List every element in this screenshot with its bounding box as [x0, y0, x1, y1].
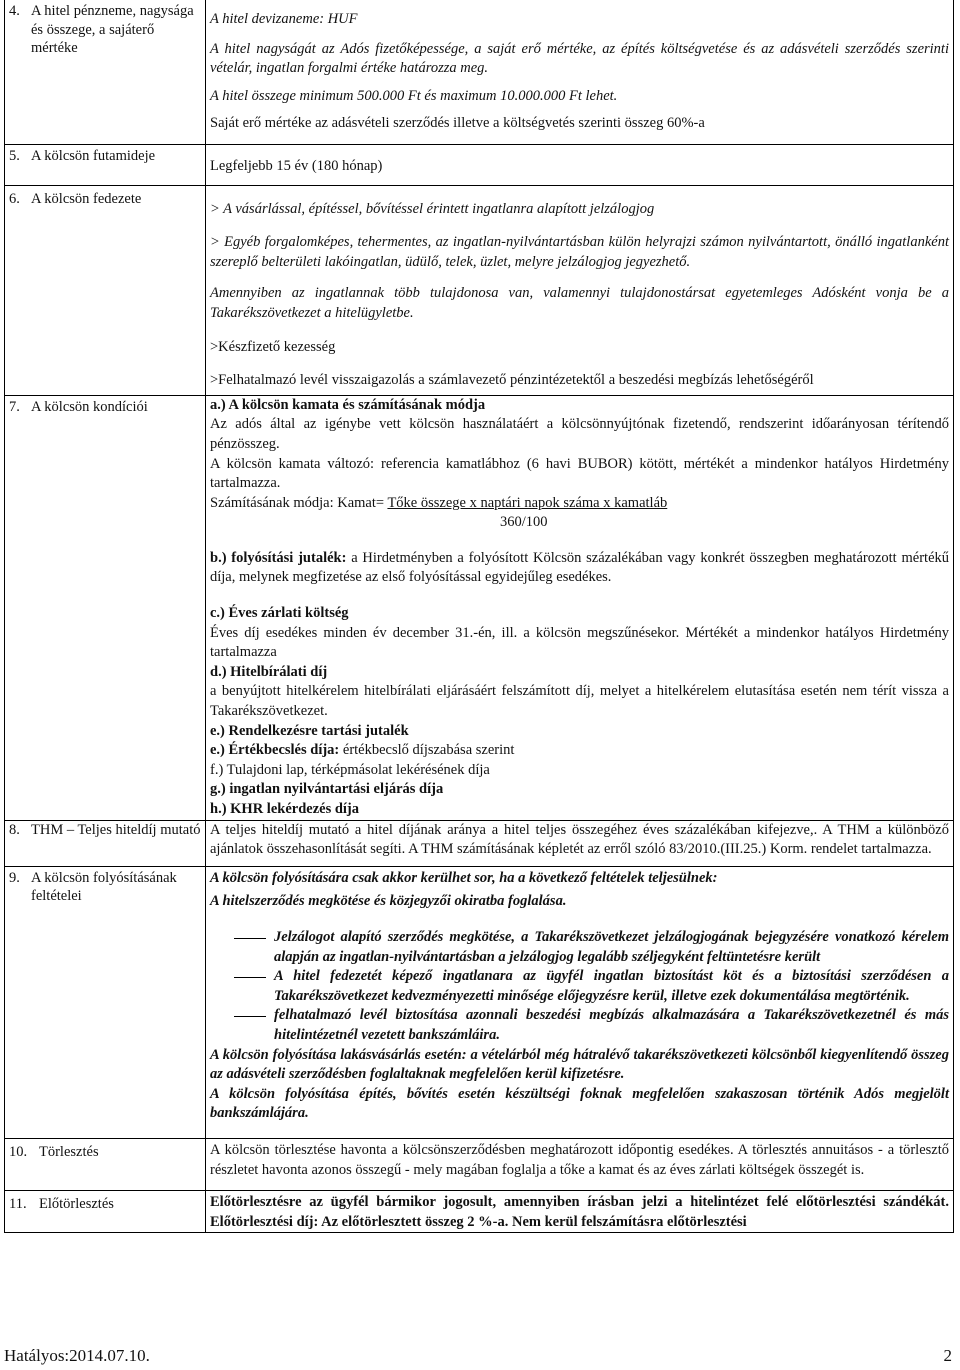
row-content [206, 866, 954, 1138]
row-content [206, 395, 954, 820]
term-text: Legfeljebb 15 év (180 hónap) [210, 157, 383, 174]
table-row [5, 1191, 954, 1233]
table-row [5, 185, 954, 395]
row-label [5, 144, 206, 185]
disbursement-fee [210, 549, 949, 588]
valuation-fee-heading: e.) Értékbecslés díja: [210, 742, 340, 759]
row-number: 8. [9, 821, 20, 838]
construction-disbursement: A kölcsön folyósítása építés, bővítés esetén készültségi foknak megfelelően szakaszosan történik Adós megjelölt bankszámlájára. [210, 1085, 949, 1122]
own-contribution-text: Saját erő mértéke az adásvételi szerződés illetve a költségvetés szerinti összeg 60%-a [210, 115, 705, 132]
row-number: 5. [9, 147, 20, 164]
row-content [206, 1191, 954, 1233]
assessment-fee-text: a benyújtott hitelkérelem hitelbírálati eljárásáért felszámított díj, melyet a hitelkérelem elutasítása esetén nem térít vissza a Takarékszövetkezet. [210, 683, 949, 720]
prepayment-text: Előtörlesztésre az ügyfél bármikor jogosult, amennyiben írásban jelzi a hitelintézet felé előtörlesztési szándékát. Előtörlesztési díj: Az előtörlesztett összeg 2 %-a. Nem kerül felszámításra előtörlesztési [210, 1194, 949, 1230]
list-item [210, 967, 949, 1006]
annual-fee-text: Éves díj esedékes minden év december 31.-én, ill. a kölcsön megszűnésekor. Mértékét a mindenkor hatályos Hirdetmény tartalmazza [210, 624, 949, 661]
contract-notarization: A hitelszerződés megkötése és közjegyzői okiratba foglalása. [210, 893, 567, 910]
registry-procedure-fee: g.) ingatlan nyilvántartási eljárás díja [210, 781, 444, 798]
row-label [5, 1191, 206, 1233]
row-label-text: A hitel pénzneme, nagysága és összege, a sajáterő mértéke [31, 3, 194, 56]
valuation-fee-text: értékbecslő díjszabása szerint [339, 742, 515, 759]
purchase-disbursement: A kölcsön folyósítása lakásvásárlás esetén: a vételárból még hátralévő takarékszövetkezeti kölcsönből kiegyenlítendő összeg az adásvételi szerződésben foglaltaknak megfelelően kerül kifizetésre. [210, 1046, 949, 1083]
land-registry-copy-fee: f.) Tulajdoni lap, térképmásolat lekérésének díja [210, 761, 490, 778]
row-label-text: Előtörlesztés [39, 1196, 114, 1213]
row-label [5, 185, 206, 395]
row-number: 11. [9, 1196, 27, 1213]
formula-prefix: Számításának módja: Kamat= [210, 494, 388, 511]
row-content [206, 1138, 954, 1190]
table-row [5, 0, 954, 144]
page-number: 2 [943, 1346, 952, 1365]
row-number: 9. [9, 869, 20, 886]
row-label-text: THM – Teljes hiteldíj mutató [31, 821, 201, 838]
guarantee-text: >Készfizető kezesség [210, 338, 336, 355]
row-label-text: A kölcsön kondíciói [31, 398, 148, 415]
condition-mortgage: Jelzálogot alapító szerződés megkötése, a Takarékszövetkezet jelzálogjogának bejegyzésére vonatkozó kérelem alapján az ingatlan-nyilvántartásban a jelzálogjog legalább széljegyként feltüntetésre került [274, 928, 949, 965]
row-label [5, 1138, 206, 1190]
thm-text: A teljes hiteldíj mutató a hitel díjának aránya a hitel teljes összegéhez éves százalékában kifejezve,. A THM a különböző ajánlatok összehasonlítását segíti. A THM számításának képletét az erről szóló 83/2010.(III.25.) Korm. rendelet tartalmazza. [210, 821, 949, 858]
valuation-fee [210, 741, 949, 761]
row-content [206, 0, 954, 144]
table-row [5, 820, 954, 866]
interest-definition: Az adós által az igénybe vett kölcsön használatáért a kölcsönnyújtónak fizetendő, rendszerint időarányosan térítendő pénzösszeg. [210, 416, 949, 452]
list-item [210, 1006, 949, 1045]
collateral-mortgage: > A vásárlással, építéssel, bővítéssel érintett ingatlanra alapított jelzálogjog [210, 200, 655, 217]
disbursement-fee-heading: b.) folyósítási jutalék: [210, 549, 347, 566]
co-owner-text: Amennyiben az ingatlannak több tulajdonosa van, valamennyi tulajdonostársat egyetemleges Adósként vonja be a Takarékszövetkezet a hitelügyletbe. [210, 285, 949, 321]
assessment-fee-heading: d.) Hitelbírálati díj [210, 663, 328, 680]
interest-heading: a.) A kölcsön kamata és számításának módja [210, 396, 486, 413]
row-label-text: A kölcsön fedezete [31, 190, 142, 207]
row-number: 4. [9, 3, 20, 19]
row-label [5, 395, 206, 820]
dash-bullet [234, 977, 266, 978]
formula-denominator: 360/100 [500, 514, 548, 531]
row-content [206, 185, 954, 395]
row-label-text: A kölcsön futamideje [31, 147, 156, 164]
table-row [5, 1138, 954, 1190]
row-content [206, 820, 954, 866]
row-number: 6. [9, 190, 20, 207]
row-number: 10. [9, 1143, 28, 1160]
authorization-letter-text: >Felhatalmazó levél visszaigazolás a számlavezető pénzintézetektől a beszedési megbízás lehetőségéről [210, 372, 814, 389]
row-number: 7. [9, 398, 20, 415]
row-label [5, 866, 206, 1138]
list-item [210, 928, 949, 967]
loan-amount-range: A hitel összege minimum 500.000 Ft és maximum 10.000.000 Ft lehet. [210, 87, 618, 104]
interest-formula [210, 494, 949, 514]
loan-terms-table [4, 0, 954, 1233]
row-content [206, 144, 954, 185]
collateral-other-property: > Egyéb forgalomképes, tehermentes, az ingatlan-nyilvántartásban külön helyrajzi számon nyilvántartott, önálló ingatlanként szereplő belterületi lakóingatlan, üdülő, telek, üzlet, melyre jelzálogjog jegyezhető. [210, 234, 949, 270]
row-label-text: A kölcsön folyósításának feltételei [31, 869, 177, 905]
condition-authorization: felhatalmazó levél biztosítása azonnali beszedési megbízás alkalmazására a Takarékszövetkezetnél és más hitelintézetnél vezetett bankszámláira. [274, 1007, 949, 1043]
annual-fee-heading: c.) Éves zárlati költség [210, 605, 349, 622]
currency-text: A hitel devizaneme: HUF [210, 11, 358, 27]
disbursement-conditions-intro: A kölcsön folyósítására csak akkor kerülhet sor, ha a következő feltételek teljesülnek: [210, 869, 718, 886]
row-label-text: Törlesztés [39, 1143, 99, 1160]
effective-date: Hatályos:2014.07.10. [4, 1346, 150, 1365]
repayment-text: A kölcsön törlesztése havonta a kölcsönszerződésben meghatározott időpontig esedékes. A törlesztés annuitásos - a törlesztő részletet havonta azonos összegű - mely magában foglalja a tőke a kamat és az éves zárlati költségek összegét is. [210, 1141, 949, 1178]
loan-size-text: A hitel nagyságát az Adós fizetőképessége, a saját erő mértéke, az építés költségvetése és az adásvételi szerződés szerinti vételár, ingatlan forgalmi értéke határozza meg. [210, 40, 949, 77]
commitment-fee-heading: e.) Rendelkezésre tartási jutalék [210, 722, 409, 739]
khr-query-fee: h.) KHR lekérdezés díja [210, 801, 360, 817]
table-row [5, 866, 954, 1138]
row-label [5, 820, 206, 866]
interest-variable-text: A kölcsön kamata változó: referencia kamatlábhoz (6 havi BUBOR) kötött, mértékét a mindenkor hatályos Hirdetmény tartalmazza. [210, 455, 949, 492]
condition-insurance: A hitel fedezetét képező ingatlanara az ügyfél ingatlan biztosítást köt és a biztosítási szerződésen a Takarékszövetkezet kedvezményezetti minősége előjegyzésre kerül, illetve ezek dokumentálása megtörténik. [274, 968, 949, 1004]
disbursement-fee-text: a Hirdetményben a folyósított Kölcsön százalékában vagy konkrét összegben meghatározott mértékű díja, melynek megfizetése az első folyósítással egyidejűleg esedékes. [210, 549, 949, 586]
table-row [5, 144, 954, 185]
row-label [5, 0, 206, 144]
dash-bullet [234, 1016, 266, 1017]
dash-bullet [234, 938, 266, 939]
formula-numerator: Tőke összege x naptári napok száma x kamatláb [387, 494, 668, 511]
table-row [5, 395, 954, 820]
